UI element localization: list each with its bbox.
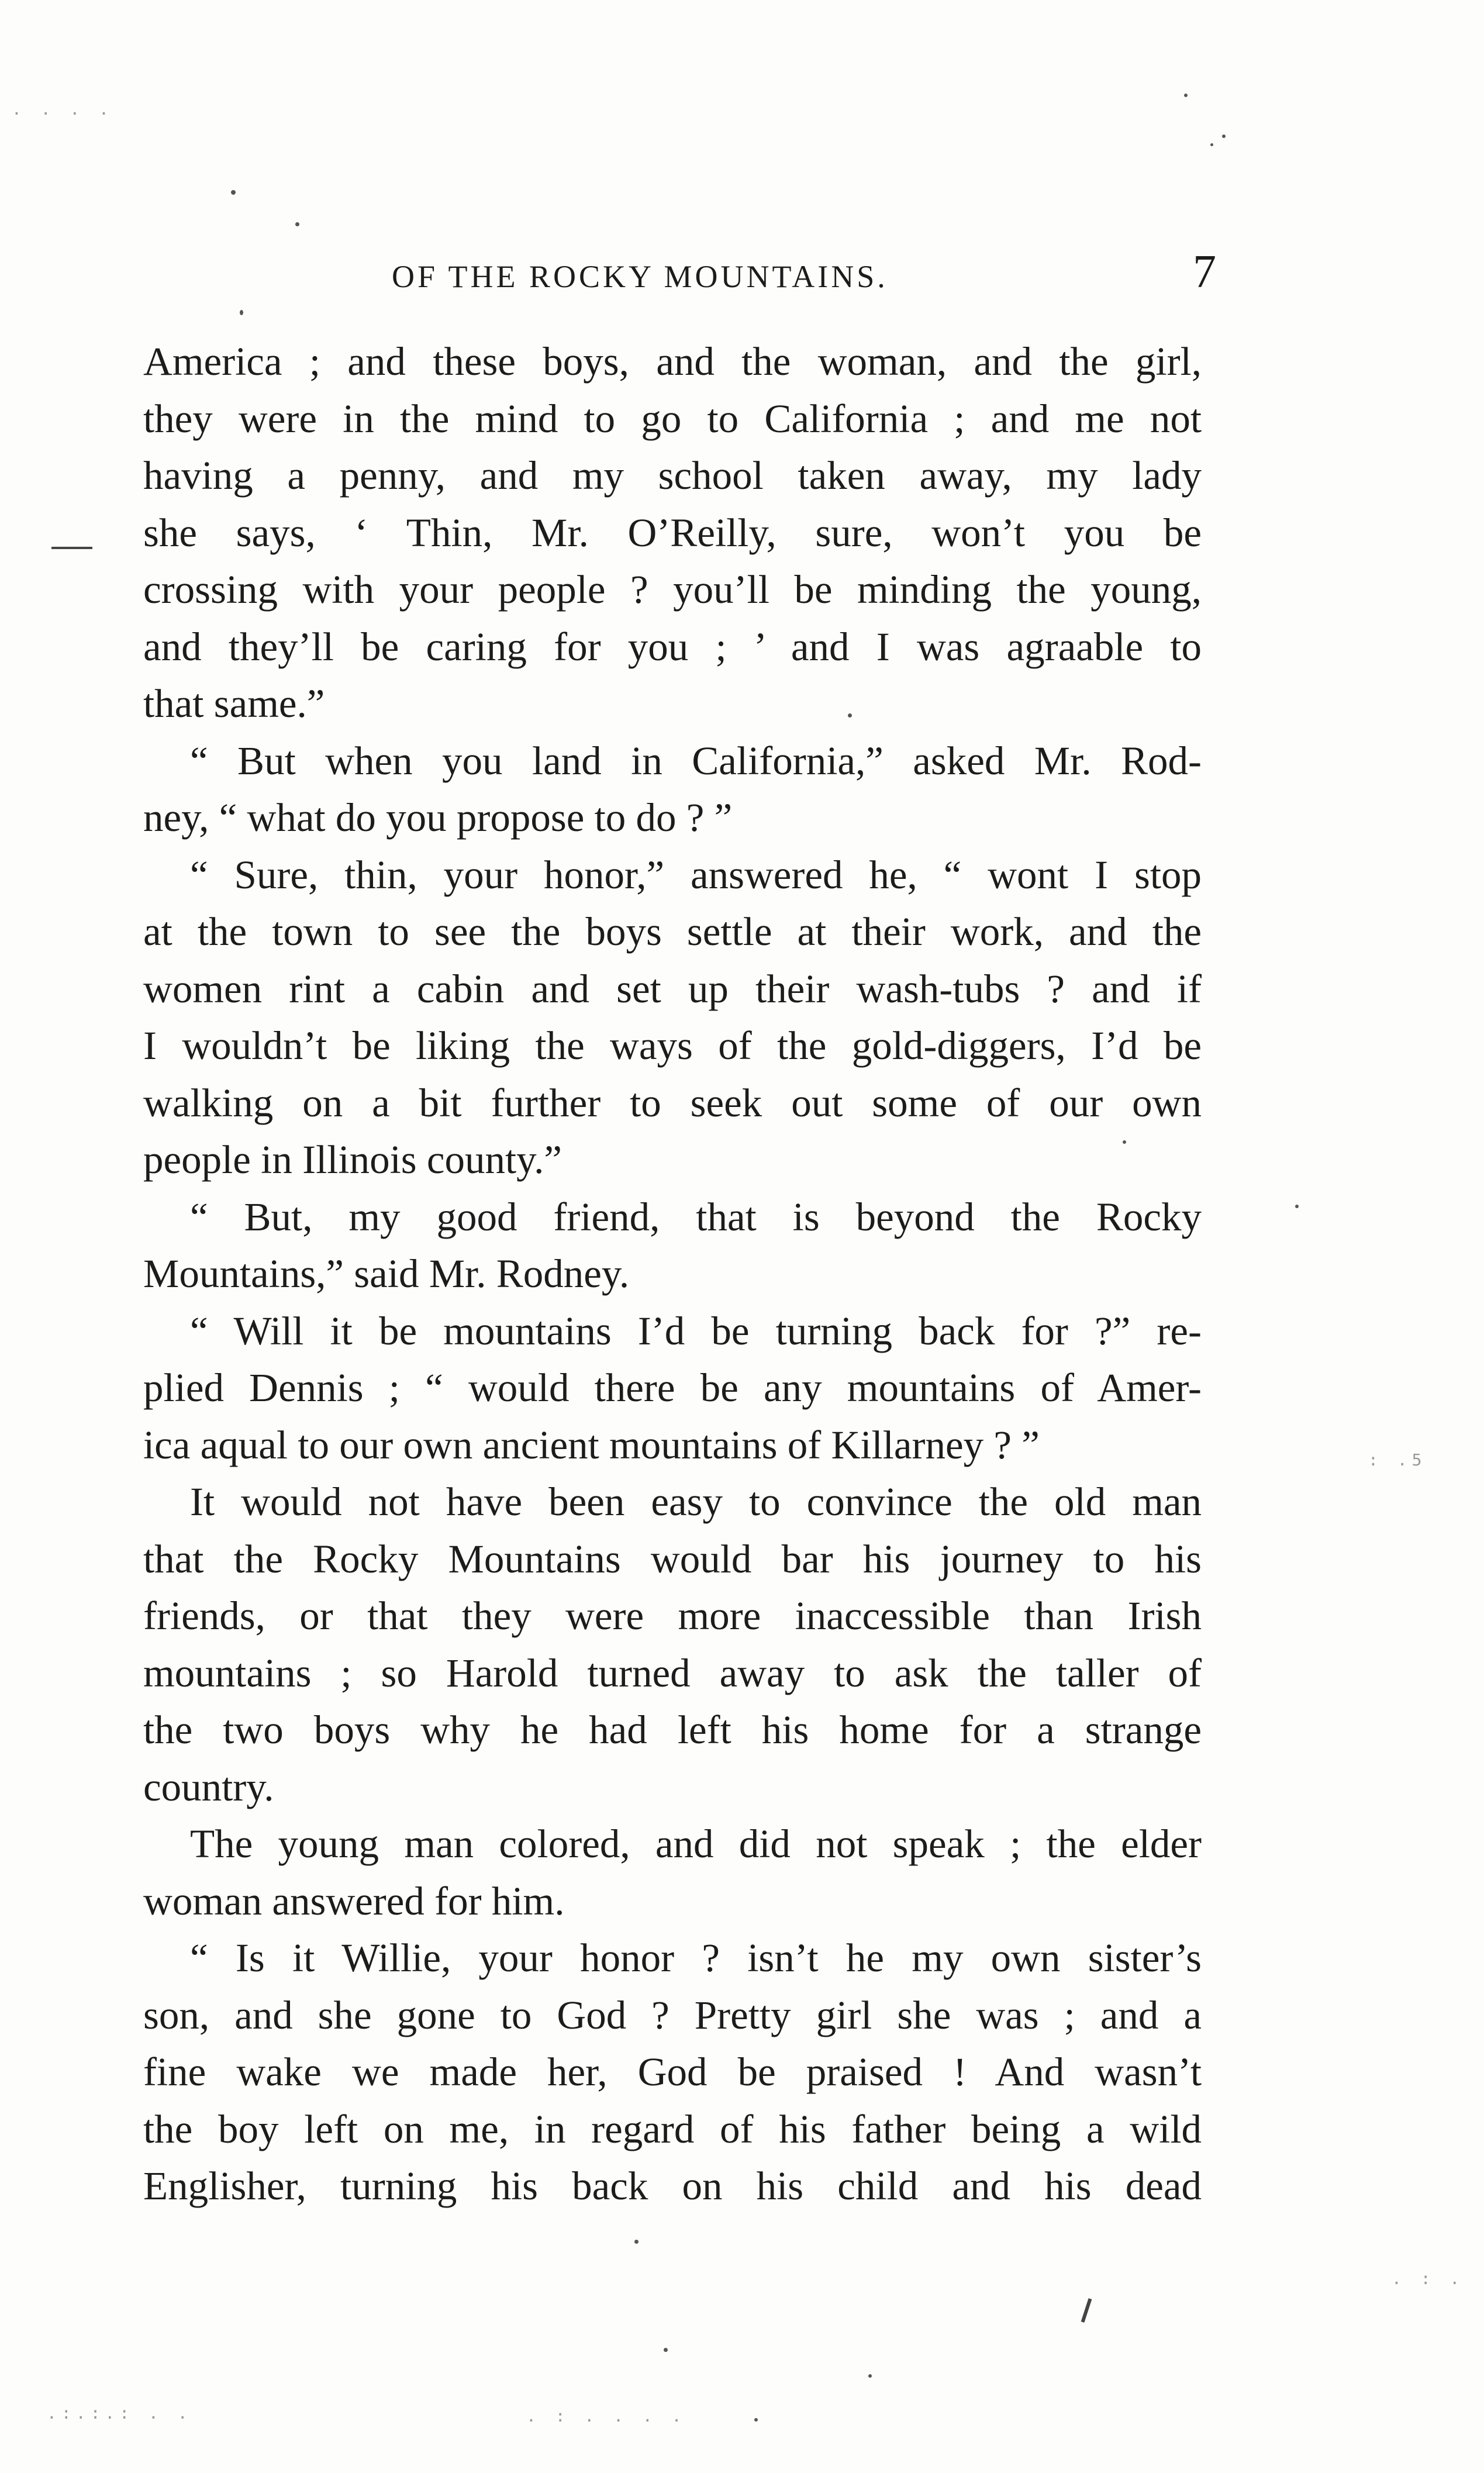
scan-speck <box>634 2240 639 2244</box>
edge-artifact: . : . <box>1392 2269 1465 2288</box>
margin-dash <box>51 547 92 549</box>
text-line: the two boys why he had left his home for a strange <box>143 1708 1202 1752</box>
text-line: I wouldn’t be liking the ways of the gold-diggers, I’d be <box>143 1023 1202 1068</box>
text-line: son, and she gone to God ? Pretty girl she was ; and a <box>143 1992 1202 2037</box>
edge-artifact: . . . . <box>12 99 114 119</box>
scan-speck <box>231 190 236 195</box>
text-line: woman answered for him. <box>143 1878 565 1923</box>
scan-speck <box>848 713 852 718</box>
text-line: Mountains,” said Mr. Rodney. <box>143 1251 630 1296</box>
scan-speck <box>868 2374 872 2378</box>
text-line: ica aqual to our own ancient mountains of Killarney ? ” <box>143 1422 1040 1467</box>
scan-speck <box>1210 143 1213 146</box>
text-line: “ But, my good friend, that is beyond the Rocky <box>190 1194 1202 1239</box>
text-line: walking on a bit further to seek out some of our own <box>143 1080 1202 1125</box>
text-line: mountains ; so Harold turned away to ask the taller of <box>143 1650 1202 1695</box>
text-line: country. <box>143 1764 274 1809</box>
scan-speck <box>240 310 243 315</box>
text-line: having a penny, and my school taken away, my lady <box>143 453 1202 498</box>
text-line: plied Dennis ; “ would there be any mountains of Amer- <box>143 1365 1202 1410</box>
scan-speck <box>295 222 299 226</box>
text-line: the boy left on me, in regard of his father being a wild <box>143 2106 1202 2151</box>
text-line: at the town to see the boys settle at their work, and the <box>143 909 1202 954</box>
scan-speck <box>1123 1140 1126 1144</box>
text-line: crossing with your people ? you’ll be minding the young, <box>143 567 1202 612</box>
text-line: ney, “ what do you propose to do ? ” <box>143 795 733 840</box>
running-head <box>146 246 1216 310</box>
text-line: America ; and these boys, and the woman, and the girl, <box>143 339 1202 384</box>
text-line: they were in the mind to go to California ; and me not <box>143 396 1202 441</box>
scan-speck <box>1184 94 1188 97</box>
scan-speck <box>1222 134 1226 138</box>
text-line: that same.” <box>143 681 325 726</box>
scan-speck <box>664 2348 668 2352</box>
text-line: Englisher, turning his back on his child and his dead <box>143 2164 1202 2208</box>
page-number: 7 <box>1193 246 1216 298</box>
edge-artifact: .:.:.: . . <box>47 2403 192 2423</box>
text-line: and they’ll be caring for you ; ’ and I was agraable to <box>143 624 1202 669</box>
scan-speck <box>1295 1205 1299 1208</box>
text-line: that the Rocky Mountains would bar his journey to his <box>143 1536 1202 1581</box>
body-text <box>143 333 1202 2215</box>
text-line: she says, ‘ Thin, Mr. O’Reilly, sure, won’t you be <box>143 510 1202 555</box>
text-line: “ Is it Willie, your honor ? isn’t he my own sister’s <box>190 1936 1202 1980</box>
text-line: The young man colored, and did not speak ; the elder <box>190 1822 1202 1866</box>
edge-artifact: : .5 <box>1368 1450 1427 1470</box>
text-line: people in Illinois county.” <box>143 1137 562 1182</box>
text-line: “ Sure, thin, your honor,” answered he, “ wont I stop <box>190 852 1202 897</box>
text-line: fine wake we made her, God be praised ! And wasn’t <box>143 2050 1202 2094</box>
scan-mark <box>1081 2298 1092 2323</box>
scan-speck <box>754 2418 758 2422</box>
text-line: women rint a cabin and set up their wash-tubs ? and if <box>143 966 1202 1011</box>
text-line: “ But when you land in California,” asked Mr. Rod- <box>190 738 1202 783</box>
text-line: friends, or that they were more inaccessible than Irish <box>143 1594 1202 1638</box>
text-line: “ Will it be mountains I’d be turning back for ?” re- <box>190 1308 1202 1353</box>
running-title: OF THE ROCKY MOUNTAINS. <box>392 259 888 294</box>
text-line: It would not have been easy to convince the old man <box>190 1479 1202 1524</box>
edge-artifact: . : . . . . <box>526 2406 686 2426</box>
